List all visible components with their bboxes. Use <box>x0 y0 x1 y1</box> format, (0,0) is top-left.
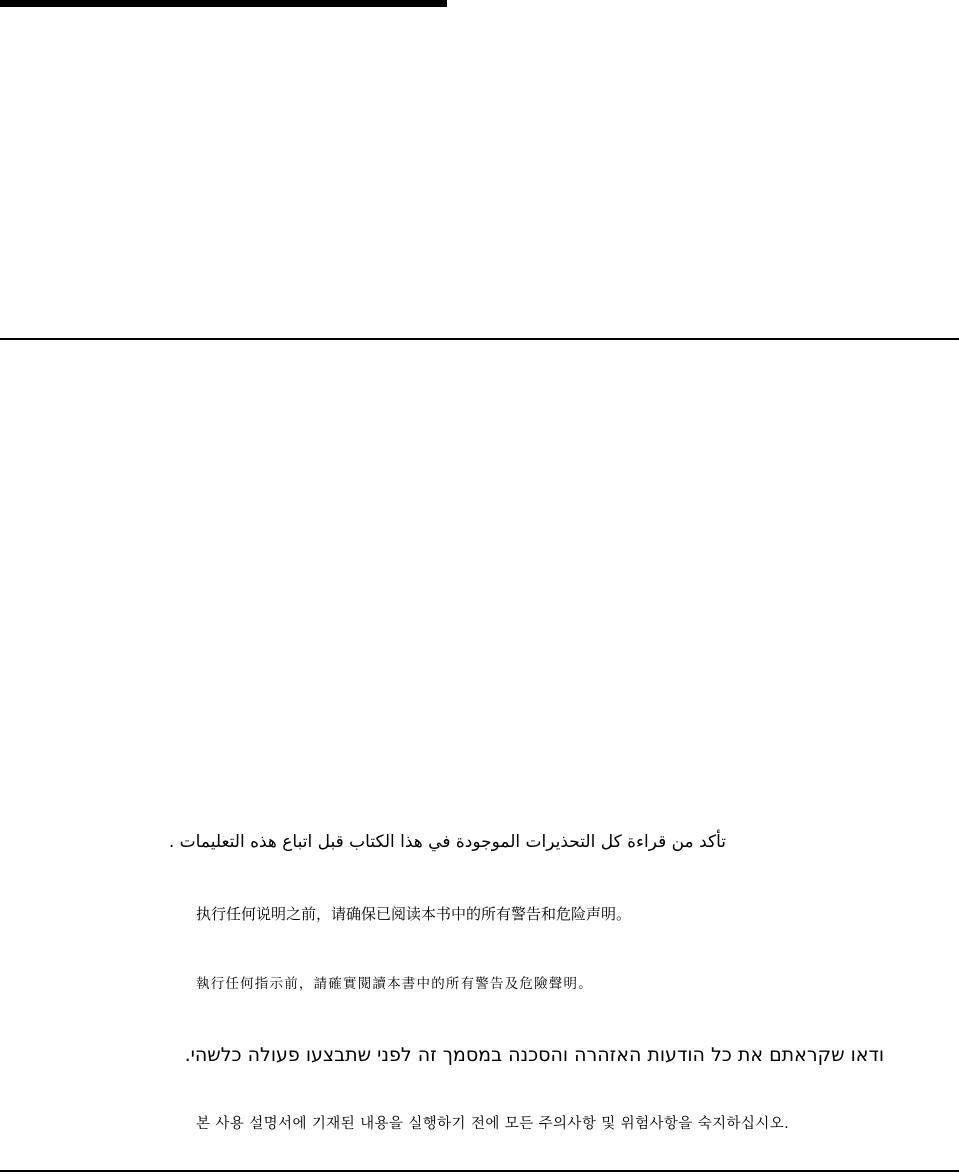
safety-notice-hebrew: ודאו שקראתם את כל הודעות האזהרה והסכנה במסמך זה לפני שתבצעו פעולה כלשהי. <box>184 1044 884 1066</box>
header-bar <box>0 0 447 7</box>
safety-notice-chinese-simplified: 执行任何说明之前，请确保已阅读本书中的所有警告和危险声明。 <box>196 905 632 923</box>
safety-notice-chinese-traditional: 執行任何指示前，請確實閱讀本書中的所有警告及危險聲明。 <box>196 976 593 992</box>
safety-notice-arabic: تأكد من قراءة كل التحذيرات الموجودة في هذا الكتاب قبل اتباع هذه التعليمات . <box>168 832 726 852</box>
footer-divider <box>0 1170 959 1172</box>
safety-notice-korean: 본 사용 설명서에 기재된 내용을 실행하기 전에 모든 주의사항 및 위험사항을 숙지하십시오. <box>196 1116 790 1132</box>
section-divider <box>0 338 959 340</box>
